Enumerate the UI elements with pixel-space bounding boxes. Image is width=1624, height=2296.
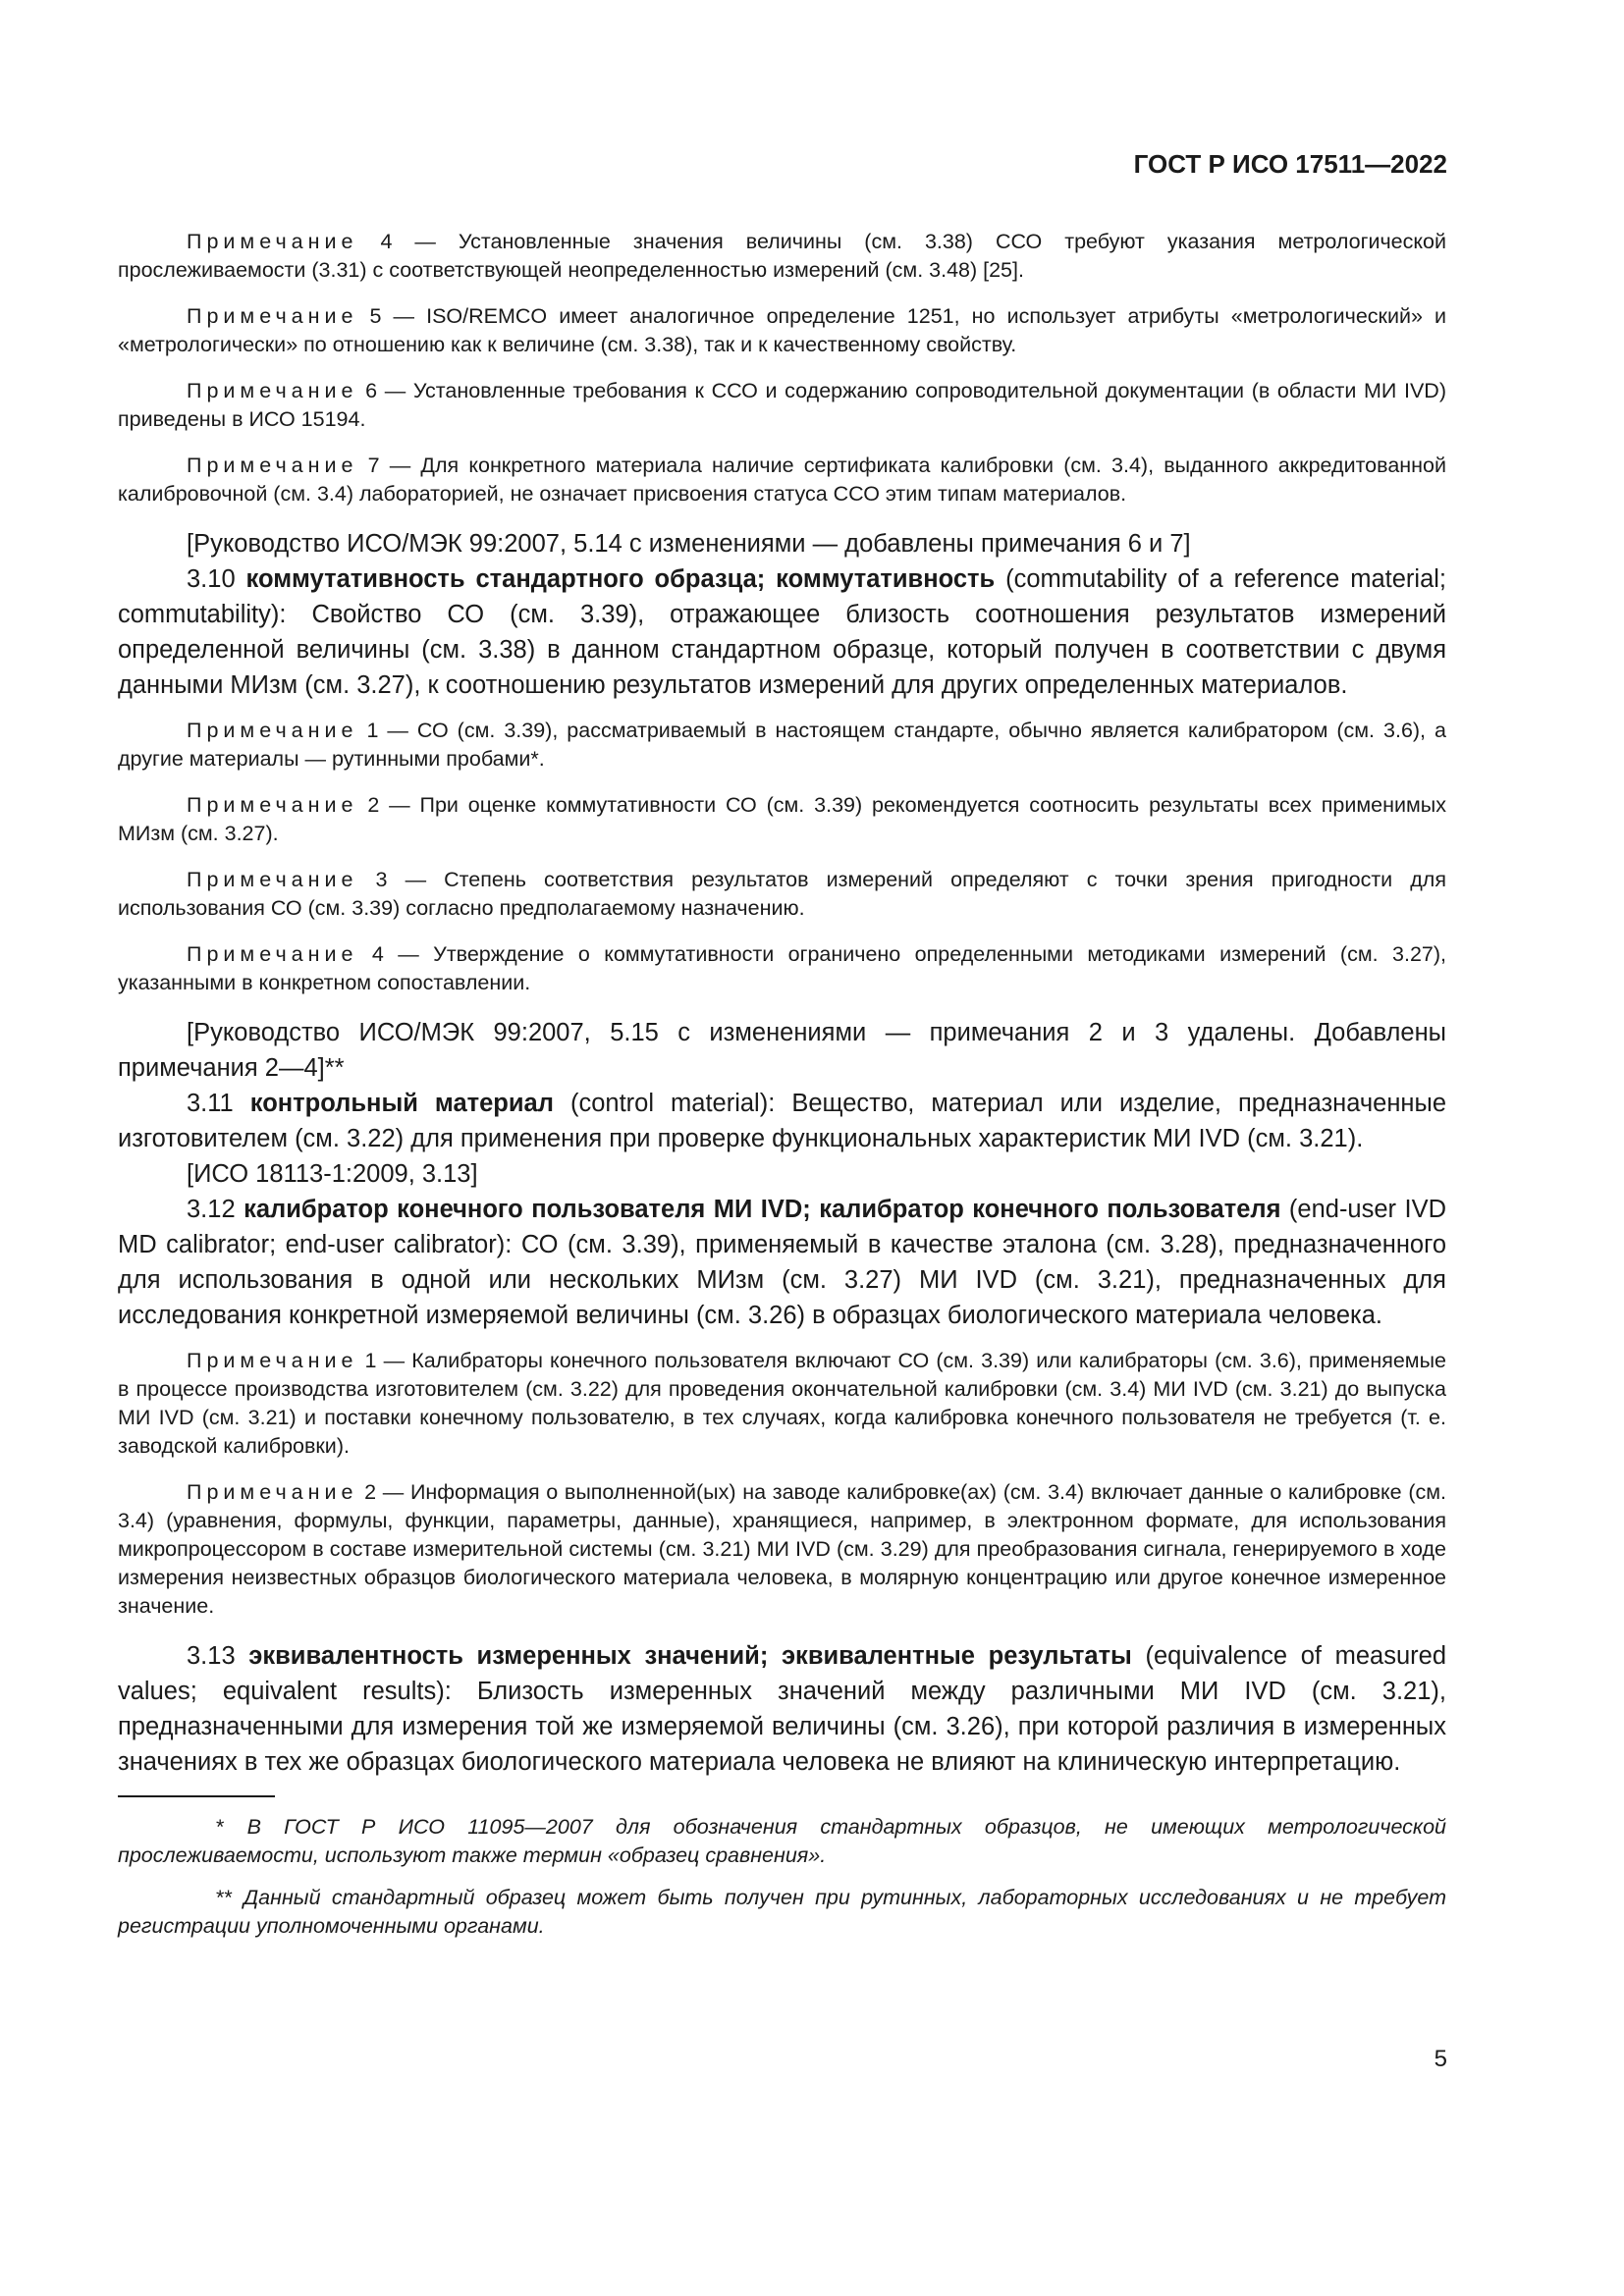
note-paragraph — [118, 1347, 1446, 1461]
note-text: 1 — Калибраторы конечного пользователя включают СО (см. 3.39) или калибраторы (см. 3.6), применяемые в процессе производства изготовителем (см. 3.22) для проведения окончательной калибровки (см. 3.4) МИ IVD (см. 3.21) до выпуска МИ IVD (см. 3.21) и поставки конечному пользователю, в тех случаях, когда калибровка конечного пользователя не требуется (т. е. заводской калибровки). — [118, 1349, 1446, 1458]
page-number: 5 — [1434, 2046, 1447, 2072]
note-label: Примечание — [187, 230, 358, 253]
body-text: 3.10 — [187, 565, 246, 593]
note-text: 2 — Информация о выполненной(ых) на заводе калибровке(ах) (см. 3.4) включает данные о калибровке (см. 3.4) (уравнения, формулы, функции, параметры, данные), хранящиеся, например, в электронном формате, для использования микропроцессором в составе измерительной системы (см. 3.21) МИ IVD (см. 3.29) для преобразования сигнала, генерируемого в ходе измерения неизвестных образцов биологического материала человека, в молярную концентрацию или другое конечное измеренное значение. — [118, 1480, 1446, 1618]
note-label: Примечание — [187, 868, 358, 891]
note-label: Примечание — [187, 942, 358, 966]
body-paragraph — [118, 526, 1446, 561]
note-label: Примечание — [187, 1480, 358, 1504]
term-bold: коммутативность стандартного образца; коммутативность — [245, 565, 996, 593]
document-body — [118, 228, 1446, 1954]
term-bold: калибратор конечного пользователя МИ IVD; калибратор конечного пользователя — [244, 1196, 1281, 1223]
footnote-separator — [118, 1795, 275, 1797]
note-label: Примечание — [187, 719, 358, 742]
footnote-mark: * — [216, 1815, 225, 1839]
note-text: 7 — Для конкретного материала наличие сертификата калибровки (см. 3.4), выданного аккредитованной калибровочной (см. 3.4) лабораторией, не означает присвоения статуса ССО этим типам материалов. — [118, 454, 1446, 506]
footnote-mark: ** — [216, 1886, 233, 1909]
body-text: (commutability of a reference material; commutability): Свойство СО (см. 3.39), отражающее близость соотношения результатов измерений определенной величины (см. 3.38) в данном стандартном образце, который получен в соответствии с двумя данными МИзм (см. 3.27), к соотношению результатов измерений для других определенных материалов. — [118, 565, 1447, 699]
note-text: 1 — СО (см. 3.39), рассматриваемый в настоящем стандарте, обычно является калибратором (см. 3.6), а другие материалы — рутинными пробами*. — [118, 719, 1446, 771]
body-paragraph — [118, 1192, 1446, 1333]
note-paragraph — [118, 452, 1446, 508]
term-bold: контрольный материал — [249, 1090, 554, 1117]
footnote — [118, 1813, 1446, 1870]
body-text: 3.11 — [187, 1090, 250, 1117]
body-text: 3.13 — [187, 1642, 249, 1670]
note-paragraph — [118, 717, 1446, 774]
body-paragraph — [118, 1086, 1446, 1156]
body-text: [Руководство ИСО/МЭК 99:2007, 5.14 с изменениями — добавлены примечания 6 и 7] — [187, 530, 1191, 558]
body-text: (end-user IVD MD calibrator; end-user calibrator): СО (см. 3.39), применяемый в качестве эталона (см. 3.28), предназначенного для использования в одной или нескольких МИзм (см. 3.27) МИ IVD (см. 3.21), предназначенных для исследования конкретной измеряемой величины (см. 3.26) в образцах биологического материала человека. — [118, 1196, 1446, 1329]
note-paragraph — [118, 940, 1446, 997]
footnote — [118, 1884, 1446, 1941]
note-paragraph — [118, 377, 1446, 434]
body-text: (equivalence of measured values; equivalent results): Близость измеренных значений между различными МИ IVD (см. 3.21), предназначенными для измерения той же измеряемой величины (см. 3.26), при которой различия в измеренных значениях в тех же образцах биологического материала человека не влияют на клиническую интерпретацию. — [118, 1642, 1447, 1776]
body-paragraph — [118, 1156, 1446, 1192]
footnote-text: В ГОСТ Р ИСО 11095—2007 для обозначения стандартных образцов, не имеющих метрологической прослеживаемости, используют также термин «образец сравнения». — [118, 1815, 1446, 1867]
footnote-text: Данный стандартный образец может быть получен при рутинных, лабораторных исследованиях и не требует регистрации уполномоченными органами. — [118, 1886, 1446, 1938]
body-paragraph — [118, 561, 1446, 703]
body-text: 3.12 — [187, 1196, 244, 1223]
note-label: Примечание — [187, 793, 358, 817]
note-text: 2 — При оценке коммутативности СО (см. 3.39) рекомендуется соотносить результаты всех применимых МИзм (см. 3.27). — [118, 793, 1446, 845]
document-header: ГОСТ Р ИСО 17511—2022 — [1133, 149, 1447, 179]
note-paragraph — [118, 866, 1446, 923]
note-text: 5 — ISO/REMCO имеет аналогичное определение 1251, но использует атрибуты «метрологический» и «метрологически» по отношению как к величине (см. 3.38), так и к качественному свойству. — [118, 304, 1446, 356]
note-paragraph — [118, 1478, 1446, 1621]
body-paragraph — [118, 1015, 1446, 1086]
note-paragraph — [118, 791, 1446, 848]
term-bold: эквивалентность измеренных значений; эквивалентные результаты — [248, 1642, 1132, 1670]
note-text: 3 — Степень соответствия результатов измерений определяют с точки зрения пригодности для использования СО (см. 3.39) согласно предполагаемому назначению. — [118, 868, 1446, 920]
note-paragraph — [118, 228, 1446, 285]
note-label: Примечание — [187, 1349, 358, 1372]
body-text: (control material): Вещество, материал или изделие, предназначенные изготовителем (см. 3.22) для применения при проверке функциональных характеристик МИ IVD (см. 3.21). — [118, 1090, 1446, 1152]
note-paragraph — [118, 302, 1446, 359]
note-text: 6 — Установленные требования к ССО и содержанию сопроводительной документации (в области МИ IVD) приведены в ИСО 15194. — [118, 379, 1446, 431]
body-text: [ИСО 18113-1:2009, 3.13] — [187, 1160, 478, 1188]
body-text: [Руководство ИСО/МЭК 99:2007, 5.15 с изменениями — примечания 2 и 3 удалены. Добавлены примечания 2—4]** — [118, 1019, 1446, 1082]
note-label: Примечание — [187, 379, 358, 402]
note-label: Примечание — [187, 454, 358, 477]
note-label: Примечание — [187, 304, 358, 328]
note-text: 4 — Установленные значения величины (см. 3.38) ССО требуют указания метрологической прослеживаемости (3.31) с соответствующей неопределенностью измерений (см. 3.48) [25]. — [118, 230, 1446, 282]
note-text: 4 — Утверждение о коммутативности ограничено определенными методиками измерений (см. 3.27), указанными в конкретном сопоставлении. — [118, 942, 1446, 994]
body-paragraph — [118, 1638, 1446, 1780]
